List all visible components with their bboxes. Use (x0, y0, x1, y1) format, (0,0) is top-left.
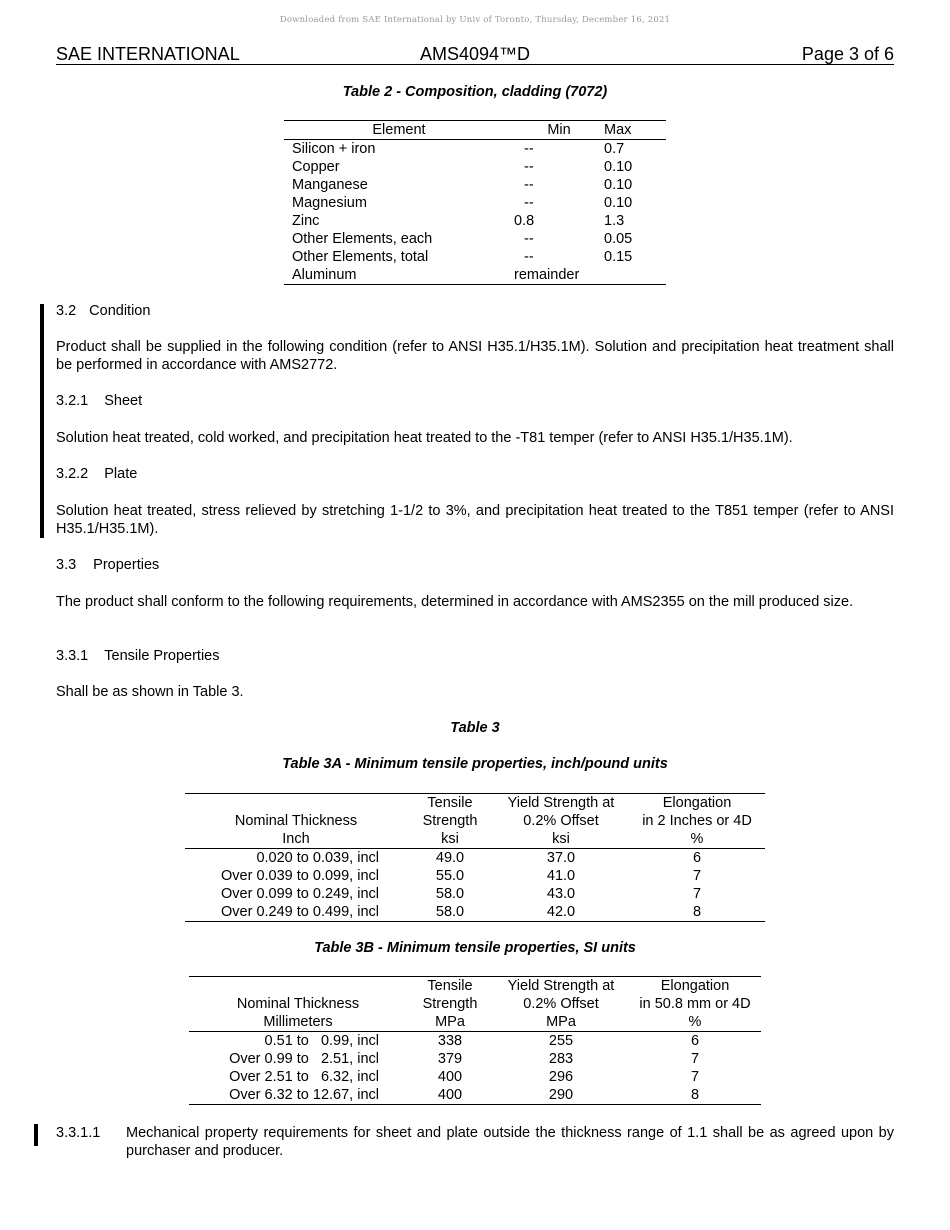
header-document-id: AMS4094™D (420, 44, 531, 64)
elongation-cell: 7 (690, 1051, 700, 1067)
header-line: Yield Strength at (507, 978, 615, 994)
max-cell: 1.3 (604, 213, 625, 229)
table3b-header-row (189, 977, 761, 1032)
table2-col-element: Element (284, 121, 514, 140)
table-row (185, 903, 765, 922)
yield-cell: 37.0 (546, 850, 576, 866)
table2-header-row (284, 121, 666, 140)
yield-cell: 42.0 (546, 904, 576, 920)
header-line: Tensile (427, 795, 473, 811)
table3b-col-yield (493, 977, 629, 1032)
section-title: Properties (93, 557, 160, 573)
header-line (185, 794, 407, 812)
element-cell: Other Elements, total (292, 249, 429, 265)
section-3-3-text: The product shall conform to the following requirements, determined in accordance with AMS2355 on the mill produced size. (56, 594, 854, 610)
header-line: Tensile (427, 978, 473, 994)
header-line: in 50.8 mm or 4D (639, 996, 751, 1012)
header-line: MPa (435, 1014, 465, 1030)
tensile-cell: 58.0 (435, 904, 465, 920)
header-line: 0.2% Offset (523, 813, 599, 829)
header-line: Inch (282, 831, 310, 847)
header-line: Elongation (662, 795, 732, 811)
min-cell: -- (524, 231, 534, 247)
thickness-cell: Over 0.249 to 0.499, incl (221, 904, 379, 920)
elongation-cell: 8 (692, 904, 702, 920)
section-3-2-1-heading (56, 392, 142, 410)
header-line: % (688, 1014, 702, 1030)
thickness-cell: Over 6.32 to 12.67, incl (229, 1087, 379, 1103)
table3a-inch-pound (185, 793, 765, 922)
section-3-3-1-text: Shall be as shown in Table 3. (56, 684, 244, 700)
table-row (185, 867, 765, 885)
section-number: 3.2 (56, 303, 77, 319)
section-title: Sheet (104, 393, 143, 409)
table3a-col-yield (493, 794, 629, 849)
table3a-col-tensile (407, 794, 493, 849)
tensile-cell: 379 (437, 1051, 463, 1067)
table3b-si (189, 976, 761, 1105)
yield-cell: 43.0 (546, 886, 576, 902)
element-cell: Aluminum (292, 267, 357, 283)
yield-cell: 283 (548, 1051, 574, 1067)
tensile-cell: 400 (437, 1087, 463, 1103)
element-cell: Other Elements, each (292, 231, 433, 247)
min-cell: remainder (514, 267, 580, 283)
change-bar (40, 304, 44, 538)
elongation-cell: 6 (692, 850, 702, 866)
table3b-col-tensile (407, 977, 493, 1032)
header-line: % (690, 831, 704, 847)
tensile-cell: 49.0 (435, 850, 465, 866)
table-row (189, 1050, 761, 1068)
thickness-cell: 0.51 to 0.99, incl (264, 1033, 379, 1049)
header-line: Millimeters (263, 1014, 333, 1030)
header-line: Strength (422, 813, 478, 829)
table3b-caption: Table 3B - Minimum tensile properties, SI units (314, 940, 636, 956)
table3a-col-elongation (629, 794, 765, 849)
table-row (284, 230, 666, 248)
thickness-cell: Over 0.039 to 0.099, incl (221, 868, 379, 884)
thickness-cell: Over 0.099 to 0.249, incl (221, 886, 379, 902)
min-cell: -- (524, 159, 534, 175)
max-cell (604, 266, 666, 285)
element-cell: Silicon + iron (292, 141, 376, 157)
section-3-3-1-heading (56, 647, 220, 665)
header-line: Yield Strength at (507, 795, 615, 811)
table-row (284, 140, 666, 159)
table2-caption: Table 2 - Composition, cladding (7072) (342, 84, 608, 100)
section-3-2-heading (56, 302, 150, 320)
download-note: Downloaded from SAE International by Univ of Toronto, Thursday, December 16, 2021 (279, 15, 671, 25)
header-organization: SAE INTERNATIONAL (56, 44, 240, 64)
element-cell: Copper (292, 159, 340, 175)
max-cell: 0.05 (604, 231, 633, 247)
max-cell: 0.10 (604, 177, 633, 193)
tensile-cell: 55.0 (435, 868, 465, 884)
max-cell: 0.7 (604, 141, 625, 157)
section-3-3-1-1-number: 3.3.1.1 (56, 1125, 101, 1141)
min-cell: -- (524, 249, 534, 265)
section-3-3-1-1-text: Mechanical property requirements for sheet and plate outside the thickness range of 1.1 shall be as agreed upon by purchaser and producer. (126, 1125, 894, 1159)
tensile-cell: 400 (437, 1069, 463, 1085)
table-row (185, 885, 765, 903)
min-cell: -- (524, 141, 534, 157)
table2-col-max: Max (604, 121, 666, 140)
min-cell: -- (524, 177, 534, 193)
header-line: in 2 Inches or 4D (642, 813, 752, 829)
table3a-header-row (185, 794, 765, 849)
elongation-cell: 6 (690, 1033, 700, 1049)
section-number: 3.3 (56, 557, 77, 573)
element-cell: Magnesium (292, 195, 367, 211)
table2-body (284, 140, 666, 285)
table-row (284, 194, 666, 212)
elongation-cell: 7 (690, 1069, 700, 1085)
section-3-2-2-text: Solution heat treated, stress relieved by stretching 1-1/2 to 3%, and precipitation heat treated to the T851 temper (refer to ANSI H35.1/H35.1M). (56, 503, 894, 537)
elongation-cell: 7 (692, 868, 702, 884)
header-line: Nominal Thickness (236, 996, 360, 1012)
tensile-cell: 58.0 (435, 886, 465, 902)
table3b-col-thickness (189, 977, 407, 1032)
yield-cell: 296 (548, 1069, 574, 1085)
section-title: Condition (89, 303, 151, 319)
table3b-col-elongation (629, 977, 761, 1032)
tensile-cell: 338 (437, 1033, 463, 1049)
change-bar (34, 1124, 38, 1146)
header-line: Strength (422, 996, 478, 1012)
max-cell: 0.10 (604, 195, 633, 211)
section-3-3-heading (56, 556, 159, 574)
section-title: Plate (104, 466, 138, 482)
section-number: 3.2.2 (56, 466, 89, 482)
table-row (185, 849, 765, 868)
header-line: Nominal Thickness (234, 813, 358, 829)
header-line: ksi (441, 831, 459, 847)
table2-col-min: Min (514, 121, 604, 140)
section-3-2-1-text: Solution heat treated, cold worked, and precipitation heat treated to the -T81 temper (refer to ANSI H35.1/H35.1M). (56, 430, 793, 446)
min-cell: -- (524, 195, 534, 211)
table-row (189, 1068, 761, 1086)
table2-composition (284, 120, 666, 285)
section-number: 3.2.1 (56, 393, 89, 409)
header-line: MPa (546, 1014, 576, 1030)
table-row (284, 248, 666, 266)
table-row (189, 1032, 761, 1051)
element-cell: Zinc (292, 213, 320, 229)
table3a-caption: Table 3A - Minimum tensile properties, inch/pound units (282, 756, 668, 772)
section-title: Tensile Properties (104, 648, 220, 664)
section-3-2-text: Product shall be supplied in the following condition (refer to ANSI H35.1/H35.1M). Solution and precipitation heat treatment shall be performed in accordance with AMS2772. (56, 339, 894, 373)
page-header (56, 44, 894, 65)
element-cell: Manganese (292, 177, 368, 193)
yield-cell: 255 (548, 1033, 574, 1049)
table3a-body (185, 849, 765, 922)
elongation-cell: 8 (690, 1087, 700, 1103)
thickness-cell: Over 0.99 to 2.51, incl (229, 1051, 379, 1067)
table3a-col-thickness (185, 794, 407, 849)
min-cell: 0.8 (514, 213, 535, 229)
thickness-cell: 0.020 to 0.039, incl (256, 850, 379, 866)
header-line: 0.2% Offset (523, 996, 599, 1012)
table3b-body (189, 1032, 761, 1105)
max-cell: 0.15 (604, 249, 633, 265)
table-row (189, 1086, 761, 1105)
section-number: 3.3.1 (56, 648, 89, 664)
header-page-number: Page 3 of 6 (801, 44, 894, 64)
section-3-2-2-heading (56, 465, 137, 483)
header-line (189, 977, 407, 995)
table3-caption: Table 3 (450, 720, 500, 736)
header-line: Elongation (660, 978, 730, 994)
yield-cell: 290 (548, 1087, 574, 1103)
table-row (284, 212, 666, 230)
header-line: ksi (552, 831, 570, 847)
table-row (284, 176, 666, 194)
thickness-cell: Over 2.51 to 6.32, incl (229, 1069, 379, 1085)
max-cell: 0.10 (604, 159, 633, 175)
table-row (284, 158, 666, 176)
yield-cell: 41.0 (546, 868, 576, 884)
table-row (284, 266, 666, 285)
elongation-cell: 7 (692, 886, 702, 902)
